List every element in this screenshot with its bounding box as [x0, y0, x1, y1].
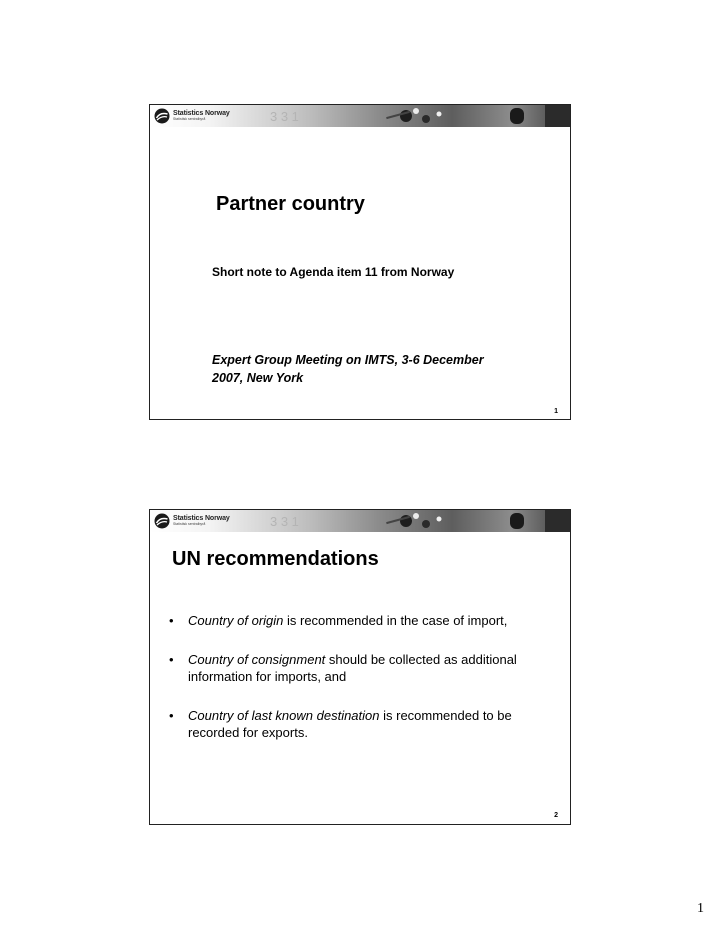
- bullet-text: should be collected as additional information for imports, and: [188, 652, 517, 684]
- slide-1: [149, 104, 571, 420]
- brand-tagline: Statistisk sentralbyrå: [173, 117, 206, 121]
- bullet-icon: •: [169, 708, 174, 723]
- svg-text:3 3 1: 3 3 1: [270, 514, 299, 529]
- slide-subtitle: Short note to Agenda item 11 from Norway: [212, 265, 455, 279]
- bullet-text: is recommended in the case of import,: [283, 613, 508, 628]
- statistics-norway-logo: [154, 108, 230, 124]
- logo-mark-icon: [154, 108, 170, 124]
- brand-name: Statistics Norway: [173, 515, 230, 522]
- meeting-info: [212, 351, 542, 387]
- slide-number: 2: [554, 812, 558, 819]
- statistics-norway-logo: [154, 513, 230, 529]
- slide-2: [149, 509, 571, 825]
- meeting-line-2: 2007, New York: [212, 371, 304, 385]
- meeting-line-1: Expert Group Meeting on IMTS, 3-6 December: [212, 353, 484, 367]
- bullet-text: is recommended to be recorded for exports.: [188, 708, 512, 740]
- bullet-icon: •: [169, 613, 174, 628]
- bullet-item: [164, 651, 554, 685]
- bullet-term: Country of last known destination: [188, 708, 380, 723]
- slide-title: UN recommendations: [172, 548, 379, 570]
- brand-name: Statistics Norway: [173, 110, 230, 117]
- brand-tagline: Statistisk sentralbyrå: [173, 522, 206, 526]
- bullet-term: Country of origin: [188, 613, 284, 628]
- bullet-item: [164, 612, 554, 629]
- svg-text:3 3 1: 3 3 1: [270, 109, 299, 124]
- slide-title: Partner country: [216, 193, 365, 215]
- bullet-icon: •: [169, 652, 174, 667]
- slide-header-banner: [150, 510, 570, 532]
- bullet-list: [164, 612, 554, 741]
- bullet-item: [164, 707, 554, 741]
- logo-mark-icon: [154, 513, 170, 529]
- bullet-term: Country of consignment: [188, 652, 326, 667]
- page-number: 1: [697, 901, 704, 916]
- slide-number: 1: [554, 408, 558, 415]
- slide-header-banner: [150, 105, 570, 127]
